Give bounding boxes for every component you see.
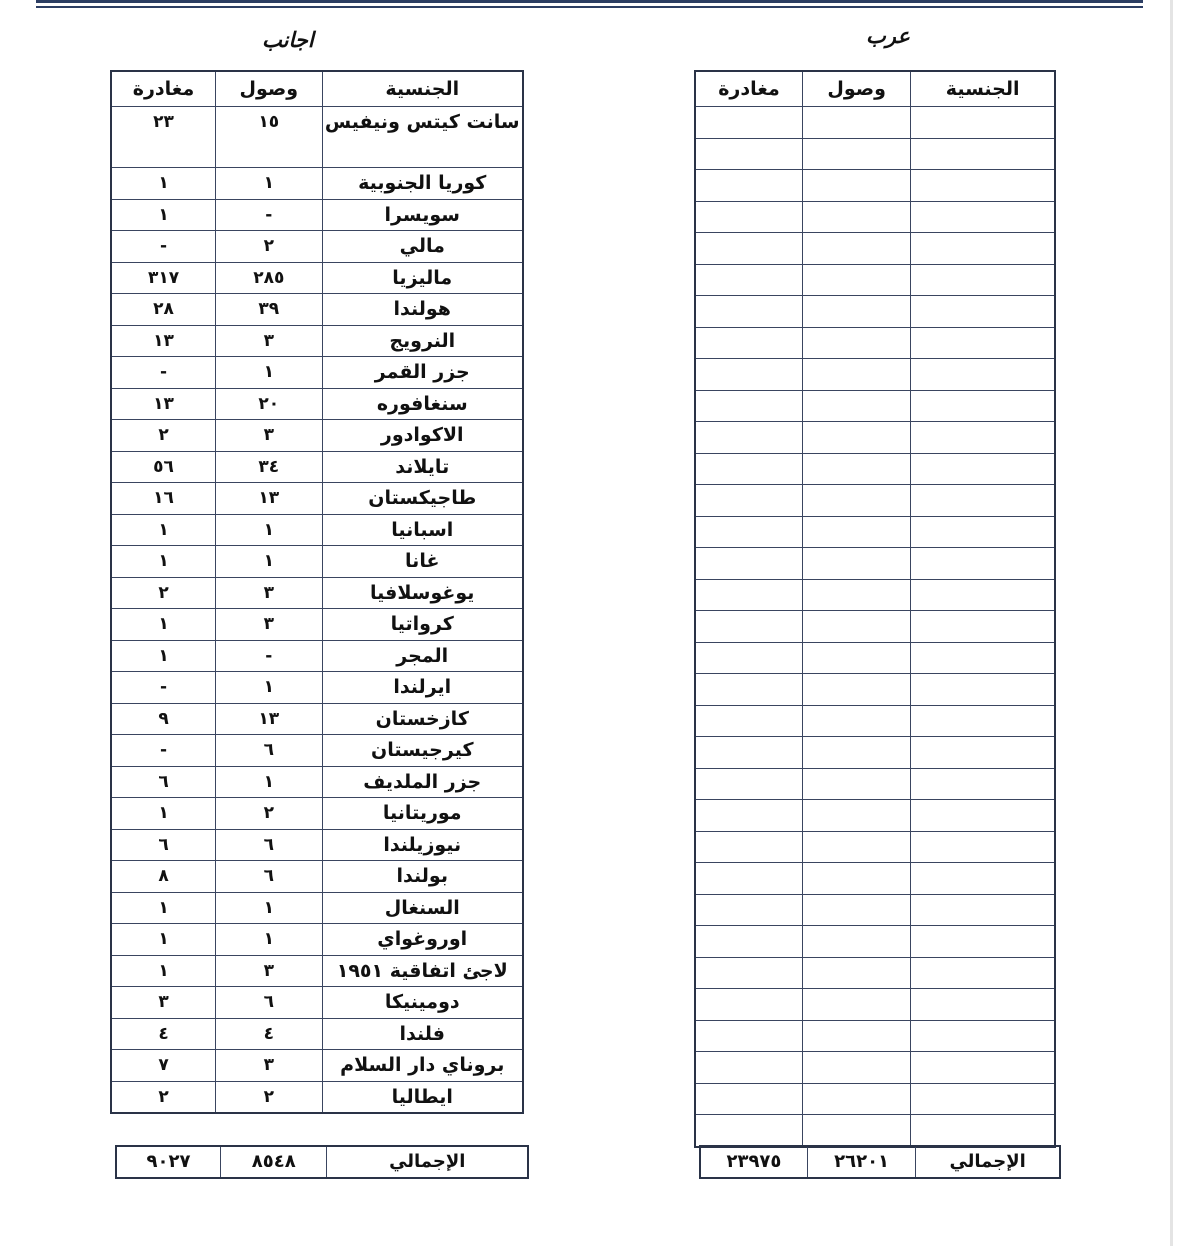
empty-table-row	[695, 453, 1055, 485]
empty-table-row	[695, 579, 1055, 611]
empty-cell	[802, 611, 910, 643]
empty-cell	[802, 800, 910, 832]
nationality-cell: فلندا	[322, 1018, 523, 1050]
empty-cell	[802, 894, 910, 926]
empty-table-row	[695, 863, 1055, 895]
nationality-cell: غانا	[322, 546, 523, 578]
departure-cell: ٢	[111, 420, 216, 452]
table-row	[111, 325, 523, 357]
empty-cell	[802, 674, 910, 706]
empty-cell	[911, 359, 1055, 391]
arrival-cell: ١	[216, 168, 322, 200]
empty-cell	[911, 107, 1055, 139]
nationality-cell: النرويج	[322, 325, 523, 357]
empty-cell	[695, 1052, 802, 1084]
empty-cell	[911, 201, 1055, 233]
arrival-cell: ٦	[216, 735, 322, 767]
empty-table-row	[695, 548, 1055, 580]
empty-cell	[802, 737, 910, 769]
table-row	[111, 199, 523, 231]
arrival-cell: ٦	[216, 829, 322, 861]
table-row	[111, 1081, 523, 1113]
empty-cell	[695, 957, 802, 989]
table-row	[111, 703, 523, 735]
empty-table-row	[695, 957, 1055, 989]
table-row	[111, 420, 523, 452]
empty-table-row	[695, 1052, 1055, 1084]
header-nationality: الجنسية	[322, 71, 523, 107]
nationality-cell: هولندا	[322, 294, 523, 326]
table-row	[111, 766, 523, 798]
table-row	[111, 924, 523, 956]
arrival-cell: ٣	[216, 609, 322, 641]
arrival-cell: ١٣	[216, 703, 322, 735]
departure-cell: ٤	[111, 1018, 216, 1050]
departure-cell: ٢	[111, 577, 216, 609]
empty-cell	[695, 296, 802, 328]
empty-cell	[802, 170, 910, 202]
empty-table-row	[695, 642, 1055, 674]
table-row	[111, 829, 523, 861]
table-row	[111, 514, 523, 546]
nationality-cell: اوروغواي	[322, 924, 523, 956]
nationality-cell: الاكوادور	[322, 420, 523, 452]
empty-table-row	[695, 233, 1055, 265]
empty-cell	[911, 579, 1055, 611]
empty-cell	[695, 516, 802, 548]
empty-cell	[695, 233, 802, 265]
departure-cell: ٢	[111, 1081, 216, 1113]
empty-cell	[695, 170, 802, 202]
empty-cell	[911, 1115, 1055, 1147]
empty-cell	[911, 611, 1055, 643]
header-departure: مغادرة	[111, 71, 216, 107]
departure-cell: ٥٦	[111, 451, 216, 483]
empty-cell	[695, 359, 802, 391]
nationality-cell: كازخستان	[322, 703, 523, 735]
header-departure: مغادرة	[695, 71, 802, 107]
departure-cell: ٣	[111, 987, 216, 1019]
departure-cell: ١	[111, 798, 216, 830]
nationality-cell: موريتانيا	[322, 798, 523, 830]
nationality-cell: كرواتيا	[322, 609, 523, 641]
foreigners-table	[110, 70, 524, 1114]
empty-cell	[802, 831, 910, 863]
empty-cell	[802, 201, 910, 233]
departure-cell: -	[111, 357, 216, 389]
empty-cell	[802, 296, 910, 328]
empty-table-row	[695, 201, 1055, 233]
empty-cell	[802, 863, 910, 895]
table-row	[111, 483, 523, 515]
total-label: الإجمالي	[327, 1146, 528, 1178]
table-row	[111, 640, 523, 672]
nationality-cell: نيوزيلندا	[322, 829, 523, 861]
empty-table-row	[695, 705, 1055, 737]
empty-cell	[695, 674, 802, 706]
table-row	[111, 609, 523, 641]
empty-cell	[695, 737, 802, 769]
nationality-cell: بولندا	[322, 861, 523, 893]
empty-cell	[695, 1020, 802, 1052]
arrival-cell: ١	[216, 766, 322, 798]
empty-table-row	[695, 831, 1055, 863]
empty-cell	[695, 768, 802, 800]
table-row	[111, 294, 523, 326]
empty-cell	[802, 768, 910, 800]
empty-table-row	[695, 768, 1055, 800]
total-arrival: ٢٦٢٠١	[807, 1146, 915, 1178]
empty-cell	[802, 107, 910, 139]
departure-cell: -	[111, 231, 216, 263]
empty-cell	[695, 327, 802, 359]
arrival-cell: ١	[216, 892, 322, 924]
empty-cell	[802, 926, 910, 958]
empty-cell	[802, 453, 910, 485]
empty-cell	[911, 768, 1055, 800]
empty-cell	[802, 422, 910, 454]
empty-cell	[695, 894, 802, 926]
departure-cell: ٦	[111, 829, 216, 861]
departure-cell: ٩	[111, 703, 216, 735]
departure-cell: ٢٨	[111, 294, 216, 326]
nationality-cell: ايرلندا	[322, 672, 523, 704]
empty-cell	[911, 233, 1055, 265]
table-row	[111, 168, 523, 200]
empty-cell	[911, 264, 1055, 296]
empty-cell	[911, 674, 1055, 706]
empty-cell	[911, 926, 1055, 958]
empty-cell	[911, 989, 1055, 1021]
table-row	[111, 577, 523, 609]
empty-cell	[911, 390, 1055, 422]
empty-table-row	[695, 737, 1055, 769]
departure-cell: ١	[111, 609, 216, 641]
arrival-cell: ٢٠	[216, 388, 322, 420]
arrival-cell: -	[216, 640, 322, 672]
departure-cell: ١٣	[111, 325, 216, 357]
arrival-cell: ٦	[216, 861, 322, 893]
empty-cell	[802, 390, 910, 422]
nationality-cell: بروناي دار السلام	[322, 1050, 523, 1082]
empty-cell	[695, 138, 802, 170]
arabs-total-table	[699, 1145, 1061, 1179]
empty-cell	[695, 453, 802, 485]
empty-table-row	[695, 422, 1055, 454]
table-row	[111, 861, 523, 893]
empty-table-row	[695, 674, 1055, 706]
empty-cell	[911, 1020, 1055, 1052]
arrival-cell: ٢	[216, 231, 322, 263]
arrival-cell: ١	[216, 672, 322, 704]
table-header-row	[695, 71, 1055, 107]
empty-cell	[911, 516, 1055, 548]
empty-cell	[802, 957, 910, 989]
empty-cell	[695, 926, 802, 958]
nationality-cell: طاجيكستان	[322, 483, 523, 515]
empty-cell	[695, 705, 802, 737]
empty-cell	[802, 1052, 910, 1084]
empty-cell	[911, 800, 1055, 832]
empty-cell	[802, 989, 910, 1021]
empty-cell	[802, 1020, 910, 1052]
arrival-cell: ٣٩	[216, 294, 322, 326]
table-row	[111, 388, 523, 420]
departure-cell: ١	[111, 546, 216, 578]
total-row	[700, 1146, 1060, 1178]
arrival-cell: ٤	[216, 1018, 322, 1050]
empty-cell	[695, 611, 802, 643]
nationality-cell: ماليزيا	[322, 262, 523, 294]
empty-table-row	[695, 390, 1055, 422]
arrival-cell: ٢	[216, 798, 322, 830]
empty-cell	[695, 863, 802, 895]
departure-cell: ٢٣	[111, 107, 216, 168]
nationality-cell: جزر القمر	[322, 357, 523, 389]
empty-cell	[911, 831, 1055, 863]
nationality-cell: اسبانيا	[322, 514, 523, 546]
empty-cell	[802, 1083, 910, 1115]
empty-cell	[911, 170, 1055, 202]
nationality-cell: سويسرا	[322, 199, 523, 231]
nationality-cell: تايلاند	[322, 451, 523, 483]
departure-cell: ٣١٧	[111, 262, 216, 294]
page-edge	[1170, 0, 1173, 1246]
arrival-cell: ١	[216, 357, 322, 389]
table-row	[111, 1018, 523, 1050]
arrival-cell: ٣٤	[216, 451, 322, 483]
empty-cell	[911, 863, 1055, 895]
nationality-cell: المجر	[322, 640, 523, 672]
empty-cell	[695, 642, 802, 674]
arrival-cell: ٦	[216, 987, 322, 1019]
foreigners-title: اجانب	[262, 28, 314, 52]
departure-cell: ١	[111, 514, 216, 546]
empty-table-row	[695, 296, 1055, 328]
empty-cell	[802, 516, 910, 548]
nationality-cell: مالي	[322, 231, 523, 263]
nationality-cell: يوغوسلافيا	[322, 577, 523, 609]
empty-cell	[695, 1083, 802, 1115]
empty-cell	[695, 1115, 802, 1147]
empty-cell	[695, 831, 802, 863]
nationality-cell: ايطاليا	[322, 1081, 523, 1113]
empty-cell	[911, 453, 1055, 485]
nationality-cell: سانت كيتس ونيفيس	[322, 107, 523, 168]
foreigners-total-table	[115, 1145, 529, 1179]
nationality-cell: لاجئ اتفاقية ١٩٥١	[322, 955, 523, 987]
total-departure: ٩٠٢٧	[116, 1146, 221, 1178]
table-row	[111, 955, 523, 987]
departure-cell: ١	[111, 955, 216, 987]
empty-cell	[911, 957, 1055, 989]
arrival-cell: ٣	[216, 420, 322, 452]
total-departure: ٢٣٩٧٥	[700, 1146, 807, 1178]
empty-table-row	[695, 327, 1055, 359]
table-row	[111, 798, 523, 830]
arrival-cell: ٣	[216, 325, 322, 357]
arrival-cell: ٢	[216, 1081, 322, 1113]
nationality-cell: السنغال	[322, 892, 523, 924]
total-label: الإجمالي	[916, 1146, 1060, 1178]
table-row	[111, 262, 523, 294]
empty-cell	[695, 579, 802, 611]
departure-cell: ٦	[111, 766, 216, 798]
departure-cell: -	[111, 672, 216, 704]
departure-cell: ١	[111, 199, 216, 231]
departure-cell: ١٣	[111, 388, 216, 420]
top-border-line	[36, 6, 1143, 8]
empty-cell	[802, 642, 910, 674]
empty-cell	[695, 800, 802, 832]
empty-cell	[911, 642, 1055, 674]
empty-table-row	[695, 611, 1055, 643]
empty-cell	[695, 201, 802, 233]
empty-cell	[695, 548, 802, 580]
nationality-cell: سنغافوره	[322, 388, 523, 420]
empty-cell	[911, 1083, 1055, 1115]
arrival-cell: ١	[216, 514, 322, 546]
empty-table-row	[695, 1020, 1055, 1052]
departure-cell: ١	[111, 924, 216, 956]
departure-cell: ١	[111, 168, 216, 200]
empty-cell	[802, 138, 910, 170]
empty-table-row	[695, 107, 1055, 139]
empty-cell	[911, 485, 1055, 517]
table-row	[111, 231, 523, 263]
arabs-title: عرب	[866, 24, 910, 48]
table-row	[111, 735, 523, 767]
departure-cell: ١	[111, 640, 216, 672]
empty-table-row	[695, 1083, 1055, 1115]
empty-cell	[802, 359, 910, 391]
empty-cell	[802, 264, 910, 296]
arrival-cell: ٣	[216, 577, 322, 609]
empty-cell	[695, 485, 802, 517]
table-row	[111, 1050, 523, 1082]
nationality-cell: جزر الملديف	[322, 766, 523, 798]
arrival-cell: ١٥	[216, 107, 322, 168]
arrival-cell: -	[216, 199, 322, 231]
empty-cell	[802, 705, 910, 737]
arabs-table	[694, 70, 1056, 1148]
empty-table-row	[695, 894, 1055, 926]
empty-cell	[802, 1115, 910, 1147]
empty-table-row	[695, 1115, 1055, 1147]
arrival-cell: ٢٨٥	[216, 262, 322, 294]
departure-cell: ١	[111, 892, 216, 924]
empty-cell	[802, 579, 910, 611]
empty-cell	[911, 1052, 1055, 1084]
empty-table-row	[695, 516, 1055, 548]
arrival-cell: ١٣	[216, 483, 322, 515]
nationality-cell: كيرجيستان	[322, 735, 523, 767]
empty-cell	[695, 422, 802, 454]
table-row	[111, 357, 523, 389]
departure-cell: ٧	[111, 1050, 216, 1082]
table-row	[111, 451, 523, 483]
empty-cell	[802, 485, 910, 517]
empty-cell	[695, 264, 802, 296]
empty-cell	[911, 548, 1055, 580]
empty-cell	[695, 390, 802, 422]
empty-table-row	[695, 138, 1055, 170]
table-row	[111, 672, 523, 704]
empty-table-row	[695, 359, 1055, 391]
empty-table-row	[695, 485, 1055, 517]
table-row	[111, 987, 523, 1019]
departure-cell: ١٦	[111, 483, 216, 515]
empty-cell	[911, 296, 1055, 328]
empty-table-row	[695, 170, 1055, 202]
nationality-cell: دومينيكا	[322, 987, 523, 1019]
arrival-cell: ٣	[216, 1050, 322, 1082]
empty-cell	[911, 327, 1055, 359]
departure-cell: -	[111, 735, 216, 767]
empty-table-row	[695, 264, 1055, 296]
header-arrival: وصول	[216, 71, 322, 107]
empty-table-row	[695, 989, 1055, 1021]
empty-cell	[911, 894, 1055, 926]
total-row	[116, 1146, 528, 1178]
empty-cell	[911, 737, 1055, 769]
arrival-cell: ١	[216, 924, 322, 956]
table-header-row	[111, 71, 523, 107]
arrival-cell: ١	[216, 546, 322, 578]
empty-cell	[802, 548, 910, 580]
table-row	[111, 107, 523, 168]
arrival-cell: ٣	[216, 955, 322, 987]
empty-cell	[695, 107, 802, 139]
nationality-cell: كوريا الجنوبية	[322, 168, 523, 200]
total-arrival: ٨٥٤٨	[221, 1146, 327, 1178]
empty-table-row	[695, 926, 1055, 958]
empty-cell	[911, 422, 1055, 454]
table-row	[111, 892, 523, 924]
top-border-line	[36, 0, 1143, 3]
empty-cell	[695, 989, 802, 1021]
empty-table-row	[695, 800, 1055, 832]
empty-cell	[802, 233, 910, 265]
empty-cell	[802, 327, 910, 359]
header-arrival: وصول	[802, 71, 910, 107]
header-nationality: الجنسية	[911, 71, 1055, 107]
departure-cell: ٨	[111, 861, 216, 893]
table-row	[111, 546, 523, 578]
empty-cell	[911, 138, 1055, 170]
empty-cell	[911, 705, 1055, 737]
